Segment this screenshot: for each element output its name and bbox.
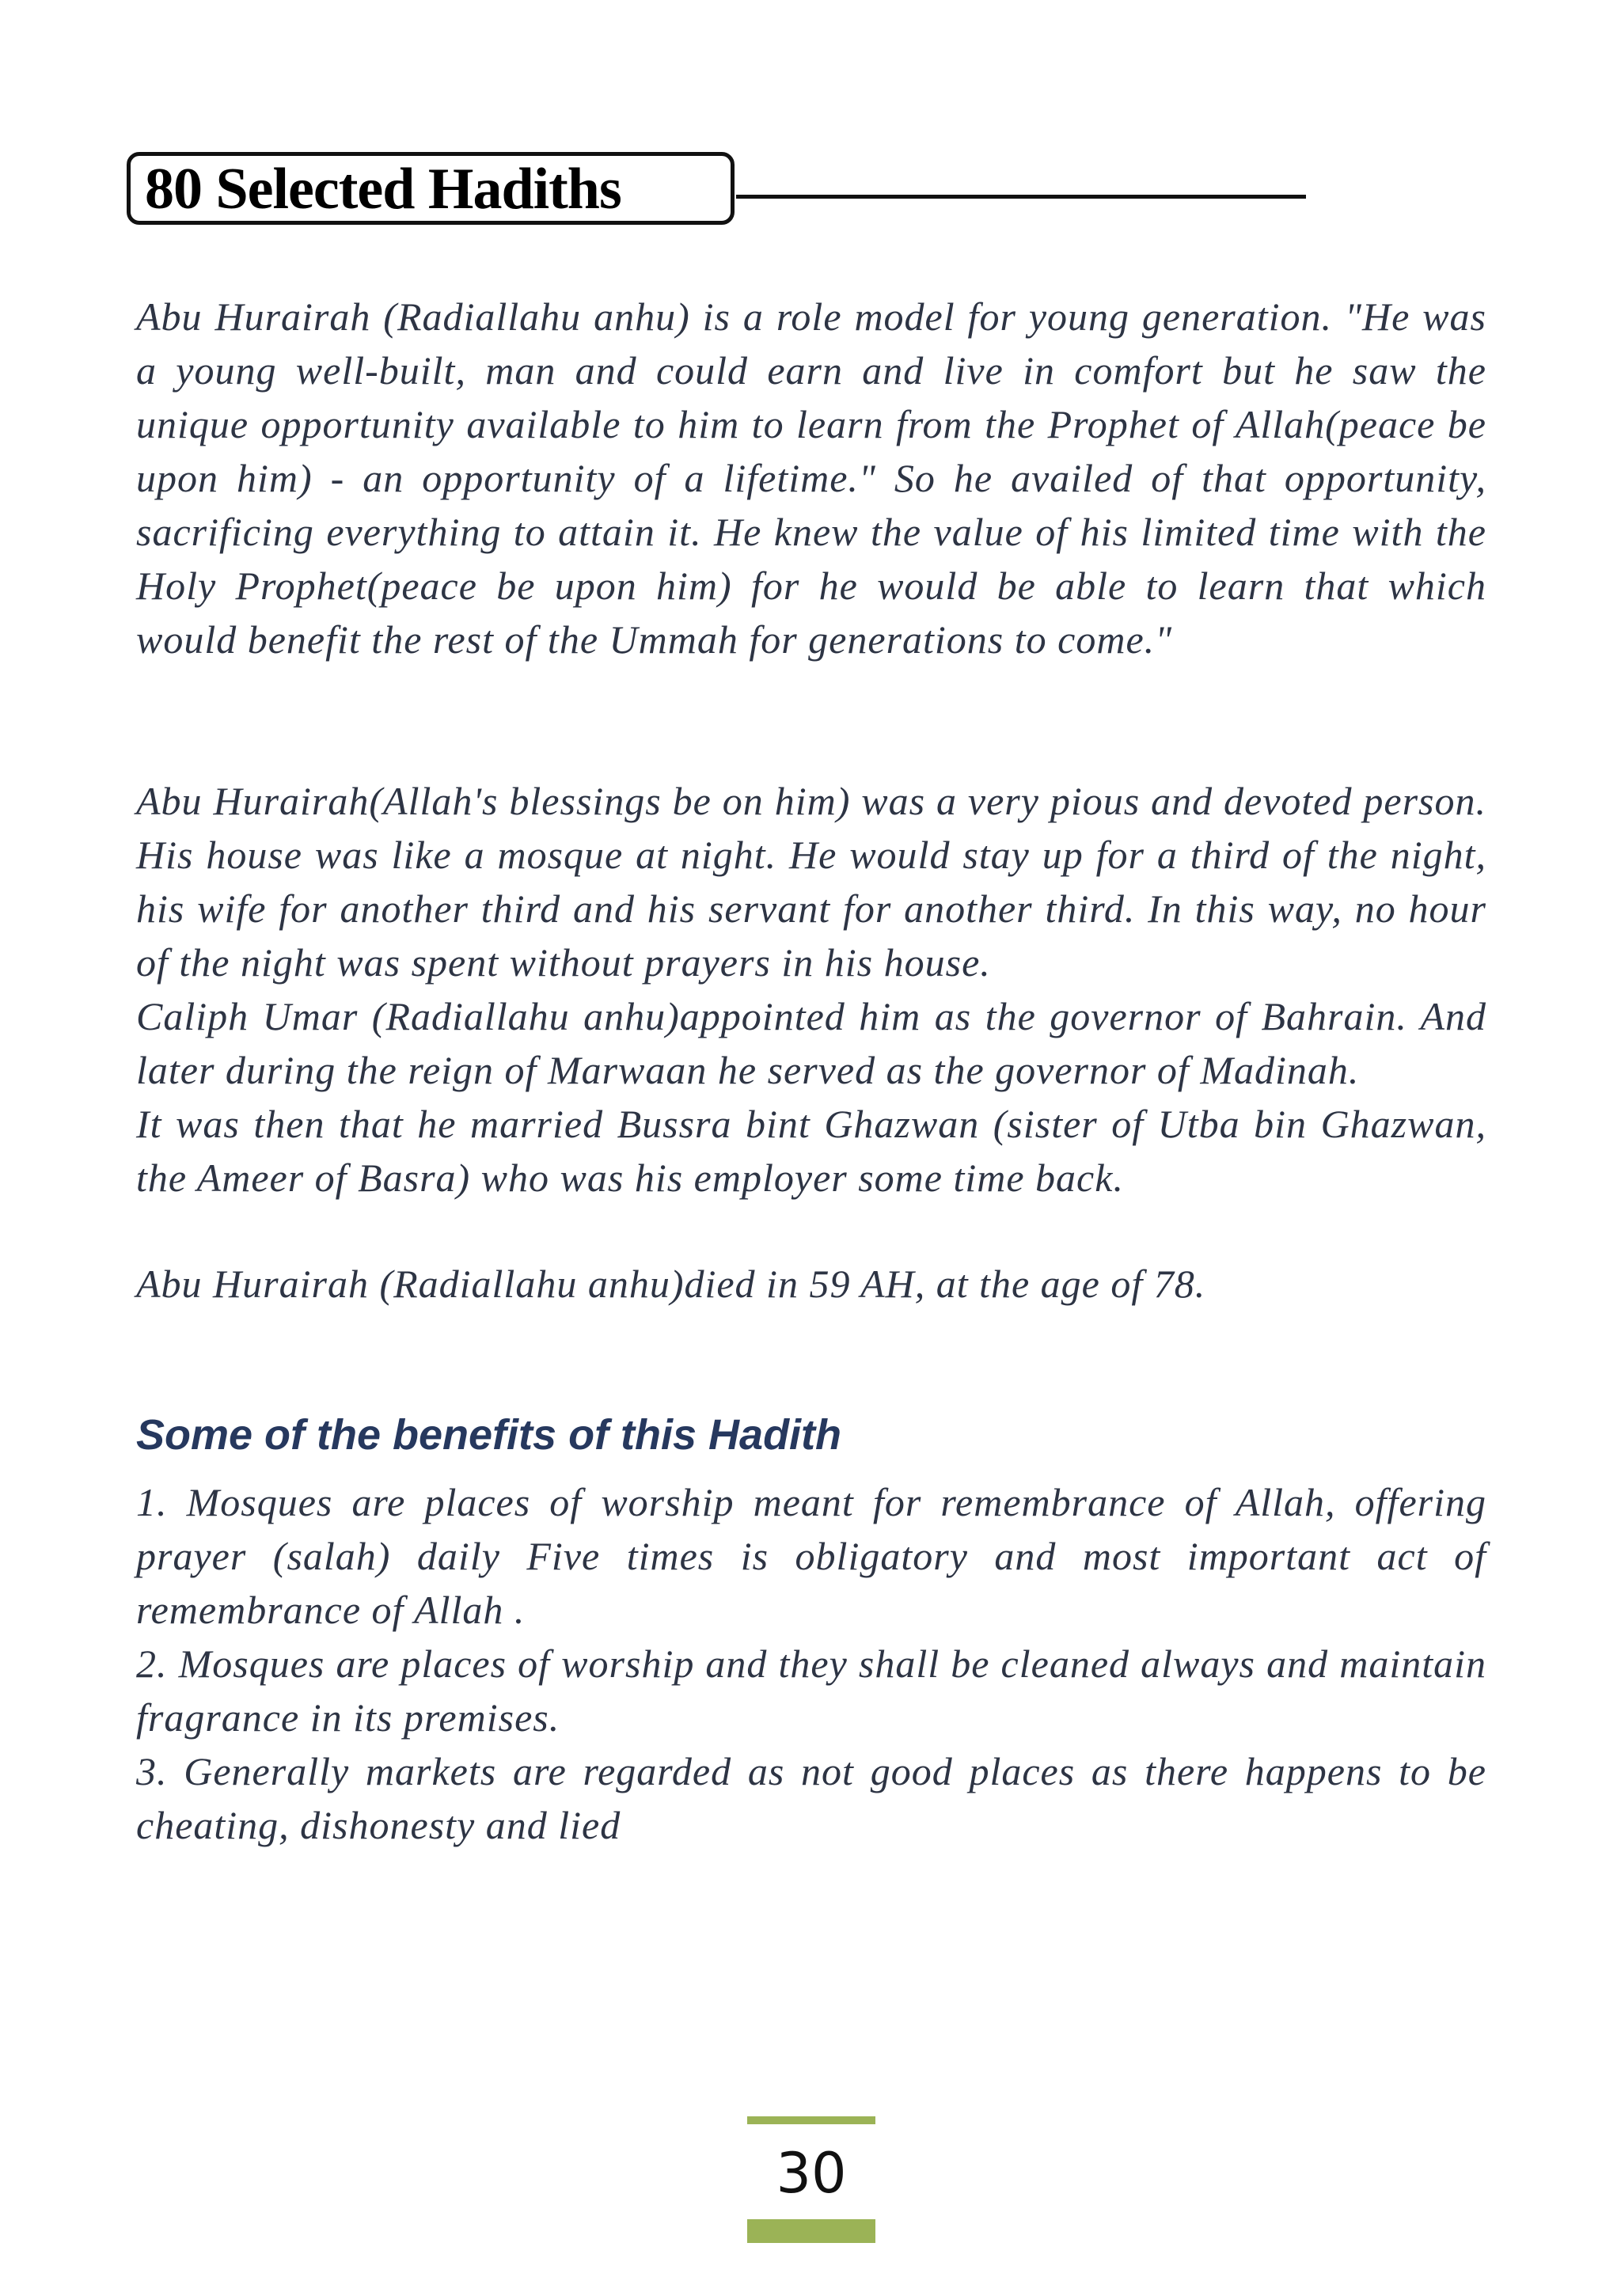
page-number: 30 bbox=[776, 2141, 847, 2206]
page-number-block bbox=[747, 2116, 875, 2243]
benefit-item: 1. Mosques are places of worship meant for remembrance of Allah, offering prayer (salah) daily Five times is obligatory and most important act of remembrance of Allah . bbox=[136, 1480, 1486, 1632]
page-header-box bbox=[127, 152, 735, 225]
paragraph-death bbox=[136, 1257, 1486, 1311]
paragraph-block-biography bbox=[136, 774, 1486, 1205]
paragraph-pious-person: Abu Hurairah(Allah's blessings be on him) was a very pious and devoted person. His house was like a mosque at night. He would stay up for a third of the night, his wife for another third and his servant for another third. In this way, no hour of the night was spent without prayers in his house. bbox=[136, 779, 1486, 985]
header-divider-line bbox=[736, 195, 1306, 199]
page-number-top-bar bbox=[747, 2116, 875, 2124]
page-header-title: 80 Selected Hadiths bbox=[145, 157, 621, 222]
paragraph-role-model bbox=[136, 290, 1486, 666]
benefit-item: 2. Mosques are places of worship and they shall be cleaned always and maintain fragrance in its premises. bbox=[136, 1641, 1486, 1740]
paragraph-text: Abu Hurairah (Radiallahu anhu) is a role model for young generation. "He was a young well-built, man and could earn and live in comfort but he saw the unique opportunity available to him to learn from the Prophet of Allah(peace be upon him) - an opportunity of a lifetime." So he availed of that opportunity, sacrificing everything to attain it. He knew the value of his limited time with the Holy Prophet(peace be upon him) for he would be able to learn that which would benefit the rest of the Ummah for generations to come." bbox=[136, 294, 1486, 662]
paragraph-marriage: It was then that he married Bussra bint Ghazwan (sister of Utba bin Ghazwan, the Ameer of Basra) who was his employer some time back. bbox=[136, 1102, 1486, 1200]
benefit-item: 3. Generally markets are regarded as not good places as there happens to be cheating, dishonesty and lied bbox=[136, 1749, 1486, 1847]
benefits-heading: Some of the benefits of this Hadith bbox=[136, 1411, 842, 1459]
benefits-list bbox=[136, 1475, 1486, 1852]
page-number-bottom-bar bbox=[747, 2219, 875, 2243]
paragraph-governor: Caliph Umar (Radiallahu anhu)appointed him as the governor of Bahrain. And later during the reign of Marwaan he served as the governor of Madinah. bbox=[136, 994, 1486, 1092]
paragraph-text: Abu Hurairah (Radiallahu anhu)died in 59 AH, at the age of 78. bbox=[136, 1262, 1206, 1306]
